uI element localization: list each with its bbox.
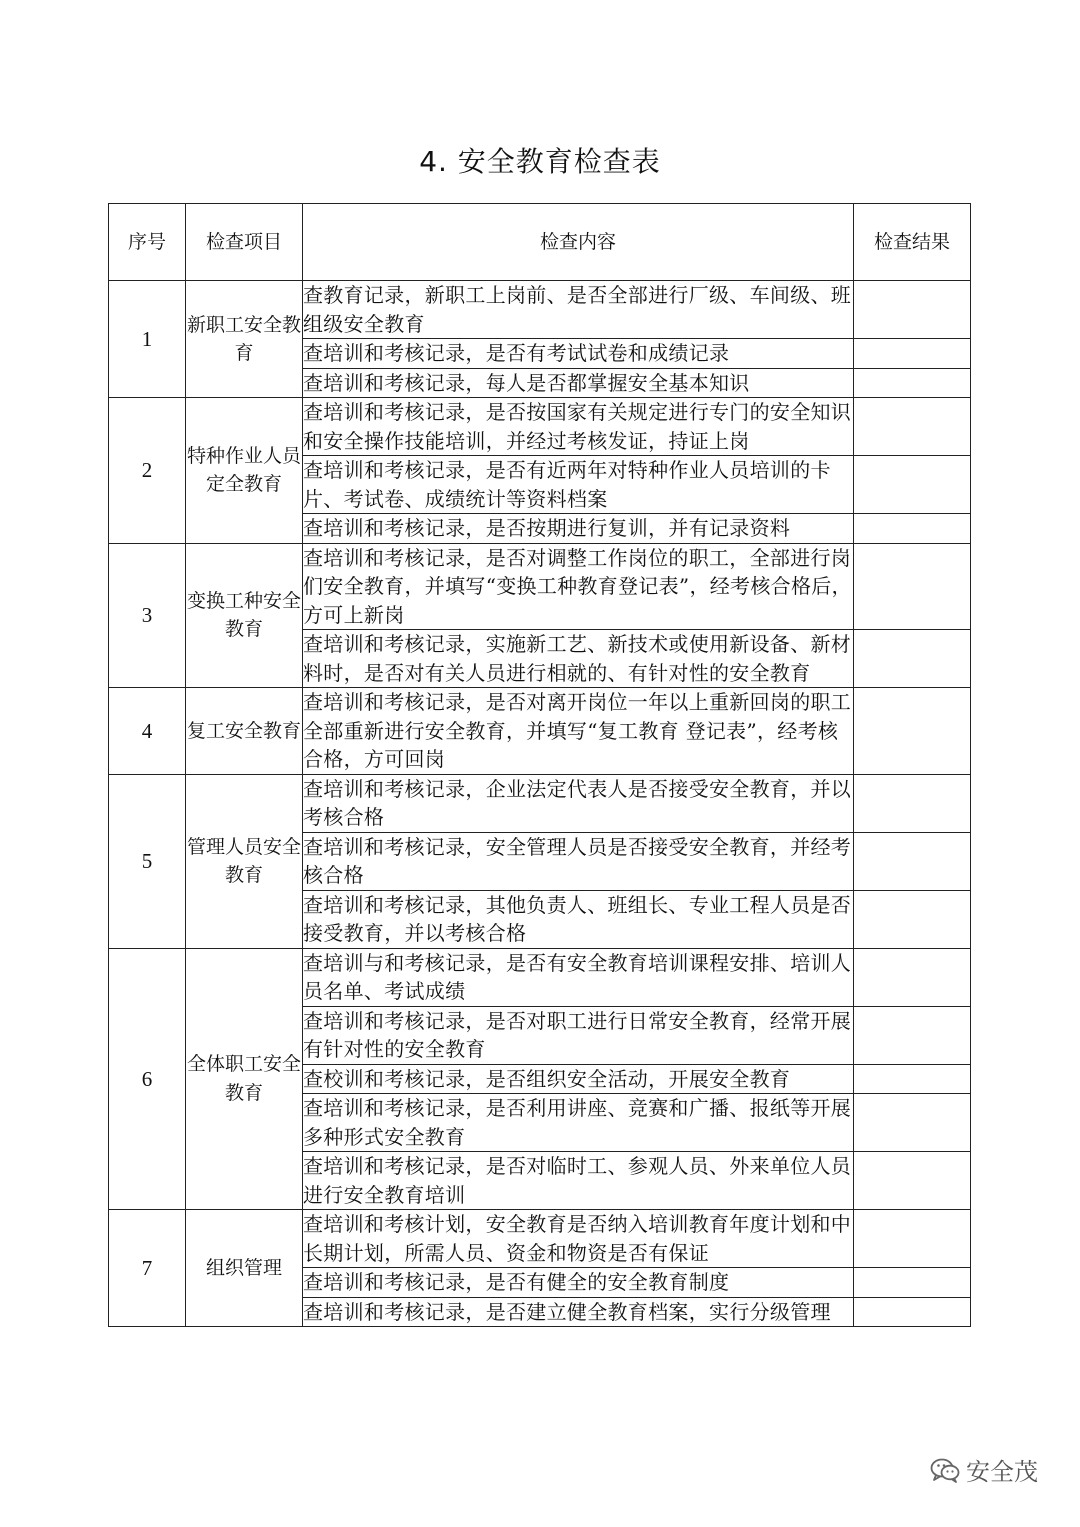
- table-body: [109, 281, 971, 1327]
- safety-education-checklist-table: [108, 203, 971, 1327]
- table-row: [109, 948, 971, 1006]
- check-result-cell[interactable]: [854, 1210, 971, 1268]
- watermark-text: 安全茂: [966, 1458, 1038, 1486]
- header-seq: 序号: [109, 204, 186, 281]
- check-result-cell[interactable]: [854, 281, 971, 339]
- table-row: [109, 688, 971, 775]
- check-content-cell: 查培训和考核记录，安全管理人员是否接受安全教育，并经考核合格: [303, 832, 854, 890]
- table-row: [109, 281, 971, 339]
- check-item-cell: 管理人员安全教育: [186, 774, 303, 948]
- header-content: 检查内容: [303, 204, 854, 281]
- check-result-cell[interactable]: [854, 832, 971, 890]
- check-content-cell: 查培训和考核记录，每人是否都掌握安全基本知识: [303, 368, 854, 398]
- check-result-cell[interactable]: [854, 890, 971, 948]
- table-row: [109, 543, 971, 630]
- check-content-cell: 查培训和考核计划，安全教育是否纳入培训教育年度计划和中长期计划，所需人员、资金和物资是否有保证: [303, 1210, 854, 1268]
- check-content-cell: 查培训和考核记录，是否有健全的安全教育制度: [303, 1268, 854, 1298]
- seq-cell: 1: [109, 281, 186, 398]
- check-content-cell: 查培训和考核记录，其他负责人、班组长、专业工程人员是否接受教育，并以考核合格: [303, 890, 854, 948]
- check-content-cell: 查培训和考核记录，是否按国家有关规定进行专门的安全知识和安全操作技能培训，并经过考核发证，持证上岗: [303, 398, 854, 456]
- check-content-cell: 查培训和考核记录，是否有考试试卷和成绩记录: [303, 339, 854, 369]
- seq-cell: 6: [109, 948, 186, 1210]
- table-row: [109, 774, 971, 832]
- check-content-cell: 查培训和考核记录，是否利用讲座、竞赛和广播、报纸等开展多种形式安全教育: [303, 1094, 854, 1152]
- check-content-cell: 查培训和考核记录，是否建立健全教育档案，实行分级管理: [303, 1297, 854, 1327]
- seq-cell: 4: [109, 688, 186, 775]
- seq-cell: 3: [109, 543, 186, 688]
- check-result-cell[interactable]: [854, 630, 971, 688]
- check-item-cell: 全体职工安全教育: [186, 948, 303, 1210]
- wechat-icon: [930, 1457, 960, 1483]
- check-item-cell: 新职工安全教育: [186, 281, 303, 398]
- check-content-cell: 查培训和考核记录，是否对临时工、参观人员、外来单位人员进行安全教育培训: [303, 1152, 854, 1210]
- check-result-cell[interactable]: [854, 1094, 971, 1152]
- check-result-cell[interactable]: [854, 1006, 971, 1064]
- check-content-cell: 查培训和考核记录，是否按期进行复训，并有记录资料: [303, 514, 854, 544]
- check-content-cell: 查培训和考核记录，是否对职工进行日常安全教育，经常开展有针对性的安全教育: [303, 1006, 854, 1064]
- check-content-cell: 查培训和考核记录，是否对离开岗位一年以上重新回岗的职工全部重新进行安全教育，并填写“复工教育 登记表”，经考核合格，方可回岗: [303, 688, 854, 775]
- check-result-cell[interactable]: [854, 774, 971, 832]
- check-item-cell: 变换工种安全教育: [186, 543, 303, 688]
- check-result-cell[interactable]: [854, 688, 971, 775]
- check-result-cell[interactable]: [854, 514, 971, 544]
- check-result-cell[interactable]: [854, 543, 971, 630]
- table-row: [109, 1210, 971, 1268]
- check-content-cell: 查培训和考核记录，是否有近两年对特种作业人员培训的卡片、考试卷、成绩统计等资料档案: [303, 456, 854, 514]
- check-result-cell[interactable]: [854, 948, 971, 1006]
- check-item-cell: 复工安全教育: [186, 688, 303, 775]
- header-result: 检查结果: [854, 204, 971, 281]
- check-result-cell[interactable]: [854, 456, 971, 514]
- check-content-cell: 查培训和考核记录，企业法定代表人是否接受安全教育，并以考核合格: [303, 774, 854, 832]
- check-content-cell: 查培训和考核记录，是否对调整工作岗位的职工，全部进行岗们安全教育，并填写“变换工种教育登记表”，经考核合格后，方可上新岗: [303, 543, 854, 630]
- check-item-cell: 组织管理: [186, 1210, 303, 1327]
- check-result-cell[interactable]: [854, 398, 971, 456]
- check-result-cell[interactable]: [854, 1152, 971, 1210]
- check-result-cell[interactable]: [854, 1064, 971, 1094]
- watermark: [930, 1452, 1038, 1487]
- check-result-cell[interactable]: [854, 1268, 971, 1298]
- seq-cell: 2: [109, 398, 186, 544]
- page-title: 4. 安全教育检查表: [419, 145, 661, 178]
- header-item: 检查项目: [186, 204, 303, 281]
- seq-cell: 7: [109, 1210, 186, 1327]
- check-result-cell[interactable]: [854, 1297, 971, 1327]
- check-content-cell: 查培训和考核记录，实施新工艺、新技术或使用新设备、新材料时，是否对有关人员进行相就的、有针对性的安全教育: [303, 630, 854, 688]
- check-result-cell[interactable]: [854, 339, 971, 369]
- check-content-cell: 查教育记录，新职工上岗前、是否全部进行厂级、车间级、班组级安全教育: [303, 281, 854, 339]
- check-item-cell: 特种作业人员定全教育: [186, 398, 303, 544]
- table-row: [109, 398, 971, 456]
- seq-cell: 5: [109, 774, 186, 948]
- check-content-cell: 查校训和考核记录，是否组织安全活动，开展安全教育: [303, 1064, 854, 1094]
- check-content-cell: 查培训与和考核记录，是否有安全教育培训课程安排、培训人员名单、考试成绩: [303, 948, 854, 1006]
- check-result-cell[interactable]: [854, 368, 971, 398]
- table-header-row: [109, 204, 971, 281]
